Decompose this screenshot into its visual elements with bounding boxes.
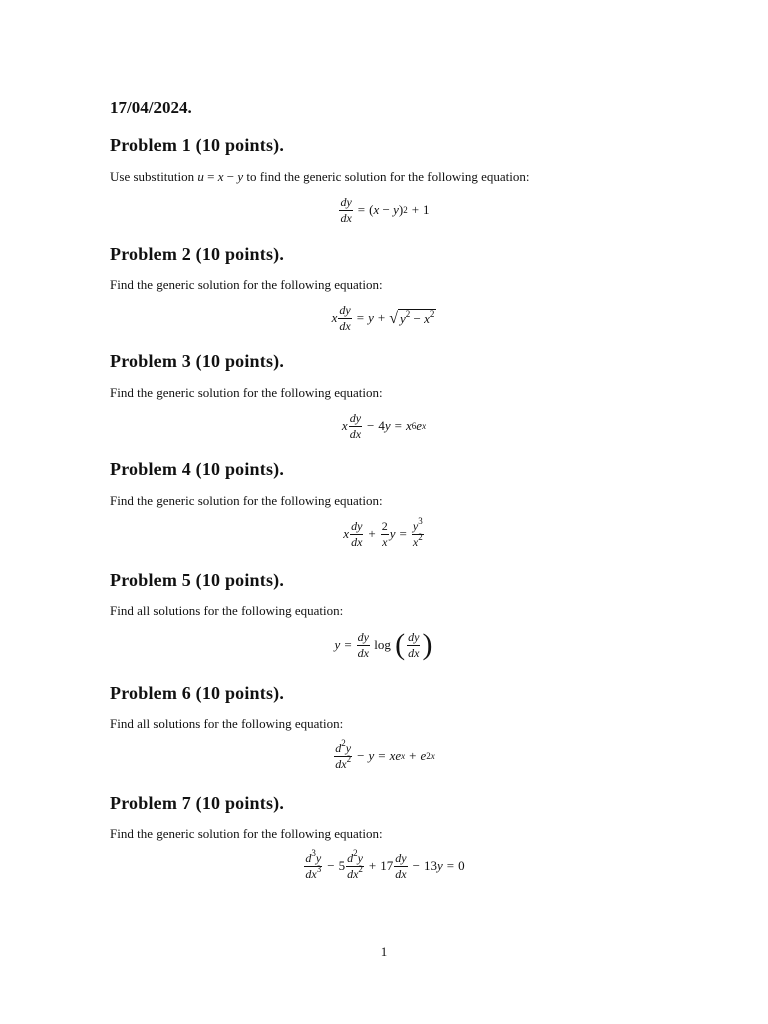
problem-4-heading: Problem 4 (10 points). [110, 459, 285, 479]
problem-3-heading: Problem 3 (10 points). [110, 351, 285, 371]
problem-6-prompt: Find all solutions for the following equation: [110, 716, 344, 731]
problem-1-prompt-after: to find the generic solution for the following equation: [243, 169, 530, 184]
problem-4-equation: x $\frac{dy}{dx}$ + $\frac{2}{x}$ y = $\frac{y^3}{x^2}$ [343, 516, 423, 549]
problem-3-prompt: Find the generic solution for the following equation: [110, 385, 383, 400]
problem-3-equation: x $\frac{dy}{dx}$ − 4 y = x 6 e x [341, 411, 427, 441]
problem-1-substitution: u = x − y [197, 169, 244, 184]
problem-2-heading: Problem 2 (10 points). [110, 244, 285, 264]
page-number: 1 [380, 944, 388, 959]
problem-7-heading: Problem 7 (10 points). [110, 793, 285, 813]
problem-6-equation: $\frac{d^2y}{dx^2}$ − y = xe x + e 2x [335, 738, 435, 771]
problem-2-equation: x $\frac{dy}{dx}$ = y + √ $y^2 - x^2$ [331, 303, 435, 333]
problem-1-prompt-before: Use substitution [110, 169, 198, 184]
problem-7-prompt: Find the generic solution for the following equation: [110, 826, 383, 841]
problem-5-heading: Problem 5 (10 points). [110, 570, 285, 590]
problem-5-prompt: Find all solutions for the following equation: [110, 603, 344, 618]
problem-1-prompt [110, 169, 529, 185]
problem-1-heading: Problem 1 (10 points). [110, 135, 285, 155]
problem-5-equation: y = $\frac{dy}{dx}$ log ( $\frac{dy}{dx}$ ) [334, 628, 433, 661]
exam-date: 17/04/2024. [110, 98, 192, 117]
problem-6-heading: Problem 6 (10 points). [110, 683, 285, 703]
problem-2-prompt: Find the generic solution for the following equation: [110, 277, 383, 292]
problem-4-prompt: Find the generic solution for the following equation: [110, 493, 383, 508]
problem-1-equation: $\frac{dy}{dx}$ = ( x − y ) 2 + 1 [340, 195, 430, 225]
problem-7-equation: $\frac{d^3y}{dx^3}$ − 5 $\frac{d^2y}{dx^2}$ + 17 $\frac{dy}{dx}$ − 13 y = 0 [305, 848, 465, 881]
